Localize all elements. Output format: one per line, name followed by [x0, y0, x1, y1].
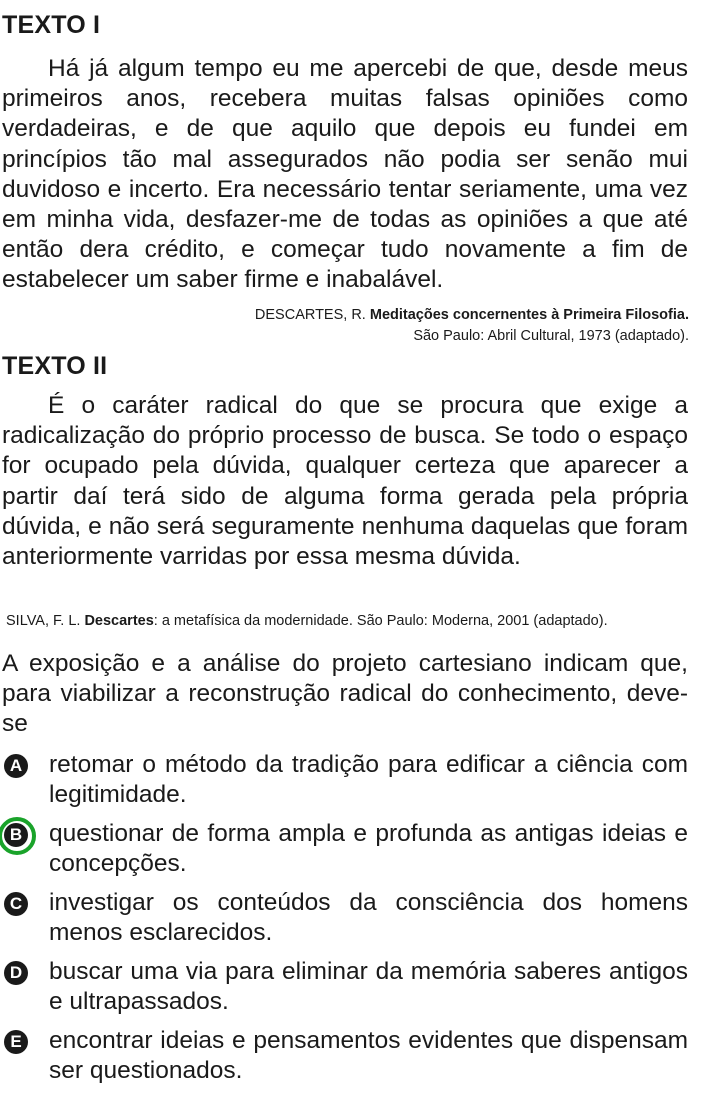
- option-d-text: buscar uma via para eliminar da memória saberes antigos e ultrapassados.: [49, 958, 688, 1015]
- option-e-letter-badge: E: [4, 1030, 28, 1054]
- option-a-text: retomar o método da tradição para edificar a ciência com legitimidade.: [49, 751, 688, 808]
- option-d-letter-badge: D: [4, 961, 28, 985]
- texto2-body: É o caráter radical do que se procura que exige a radicalização do próprio processo de busca. Se todo o espaço for ocupado pela dúvida, qualquer certeza que aparecer a partir daí terá sido de alguma forma gerada pela própria dúvida, e não será seguramente nenhuma daquelas que foram anteriormente varridas por essa mesma dúvida.: [2, 392, 688, 571]
- option-b[interactable]: [0, 819, 688, 881]
- selected-answer-ring-icon: [0, 817, 36, 855]
- texto2-citation: [6, 611, 608, 632]
- texto1-heading: TEXTO I: [2, 11, 101, 39]
- texto2-citation-author: SILVA, F. L.: [6, 613, 81, 629]
- option-c-text: investigar os conteúdos da consciência dos homens menos esclarecidos.: [49, 889, 688, 946]
- option-c-letter-badge: C: [4, 892, 28, 916]
- option-d[interactable]: [0, 957, 688, 1019]
- question-stem: A exposição e a análise do projeto cartesiano indicam que, para viabilizar a reconstrução radical do conhecimento, deve-se: [2, 650, 688, 738]
- option-b-letter-badge: B: [4, 823, 28, 847]
- texto1-citation-publisher: São Paulo: Abril Cultural, 1973 (adaptado).: [413, 328, 689, 344]
- texto2-heading: TEXTO II: [2, 352, 108, 380]
- option-b-text: questionar de forma ampla e profunda as antigas ideias e concepções.: [49, 820, 688, 877]
- texto2-citation-rest: : a metafísica da modernidade. São Paulo: Moderna, 2001 (adaptado).: [153, 613, 608, 629]
- option-a[interactable]: [0, 750, 688, 812]
- option-e[interactable]: [0, 1026, 688, 1088]
- texto1-citation: [255, 305, 689, 347]
- option-a-letter-badge: A: [4, 754, 28, 778]
- option-c[interactable]: [0, 888, 688, 950]
- texto1-citation-author: DESCARTES, R.: [254, 307, 366, 323]
- texto2-citation-title: Descartes: [84, 613, 154, 629]
- texto1-body: Há já algum tempo eu me apercebi de que, desde meus primeiros anos, recebera muitas falsas opiniões como verdadeiras, e de que aquilo que depois eu fundei em princípios tão mal assegurados não podia ser senão mui duvidoso e incerto. Era necessário tentar seriamente, uma vez em minha vida, desfazer-me de todas as opiniões a que até então dera crédito, e começar tudo novamente a fim de estabelecer um saber firme e inabalável.: [2, 55, 688, 294]
- texto1-citation-title: Meditações concernentes à Primeira Filosofia.: [369, 307, 689, 323]
- option-e-text: encontrar ideias e pensamentos evidentes que dispensam ser questionados.: [49, 1027, 688, 1084]
